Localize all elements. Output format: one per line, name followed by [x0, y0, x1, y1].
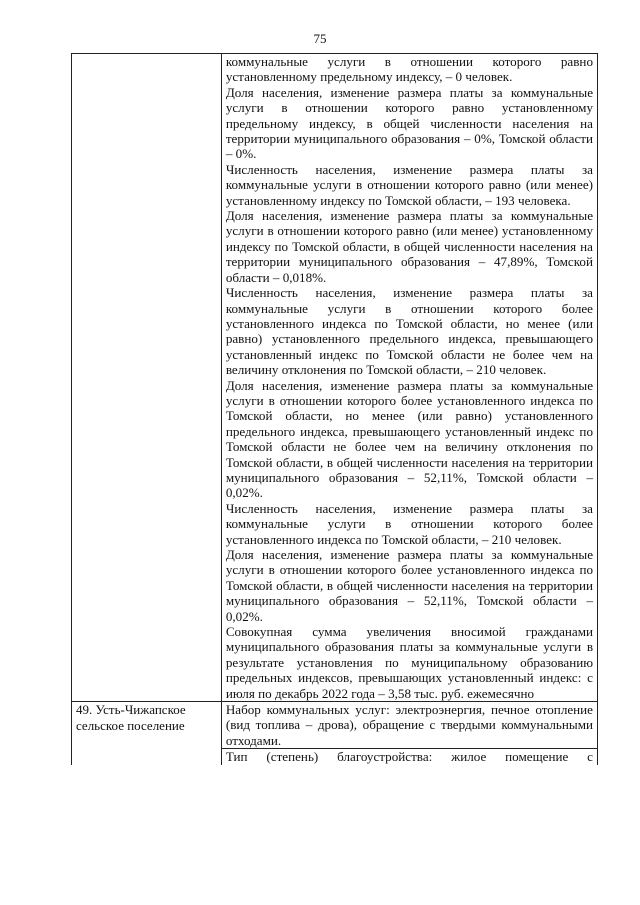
paragraph: Численность населения, изменение размера платы за коммунальные услуги в отношении которого равно (или менее) установленному индексу по Томской области, – 193 человека.	[225, 161, 593, 208]
paragraph: Набор коммунальных услуг: электроэнергия, печное отопление (вид топлива – дрова), обращение с твердыми коммунальными отходами.	[222, 702, 597, 749]
municipality-name-cell: 49. Усть-Чижапское сельское поселение	[72, 702, 222, 765]
paragraph: Доля населения, изменение размера платы за коммунальные услуги в отношении которого более установленного индекса по Томской области, но менее (или равно) установленного предельного индекса, превышающего установленный индекс по Томской области не более чем на величину отклонения по Томской области, в общей численности населения на территории муниципального образования – 52,11%, Томской области – 0,02%.	[225, 377, 593, 501]
table-row	[72, 702, 598, 765]
municipality-name-cell	[72, 54, 222, 702]
paragraph: Численность населения, изменение размера платы за коммунальные услуги в отношении которого более установленного индекса по Томской области, – 210 человек.	[225, 500, 593, 547]
paragraph: Доля населения, изменение размера платы за коммунальные услуги в отношении которого равно (или менее) установленному индексу по Томской области, в общей численности населения на территории муниципального образования – 47,89%, Томской области – 0,018%.	[225, 208, 593, 285]
indicators-cell	[221, 702, 597, 765]
municipality-table	[71, 53, 598, 765]
page-number: 75	[313, 31, 327, 46]
paragraph: Совокупная сумма увеличения вносимой гражданами муниципального образования платы за коммунальные услуги в результате установления по муниципальному образованию предельных индексов, превышающих установленный индекс: с июля по декабрь 2022 года – 3,58 тыс. руб. ежемесячно	[225, 624, 593, 701]
paragraph: коммунальные услуги в отношении которого равно установленному предельному индексу, – 0 человек.	[225, 54, 593, 85]
table-row	[72, 54, 598, 702]
indicators-cell	[221, 54, 597, 702]
paragraph: Тип (степень) благоустройства: жилое помещение с	[225, 749, 593, 765]
paragraph: Доля населения, изменение размера платы за коммунальные услуги в отношении которого более установленного индекса по Томской области, в общей численности населения на территории муниципального образования – 52,11%, Томской области – 0,02%.	[225, 547, 593, 624]
paragraph: Численность населения, изменение размера платы за коммунальные услуги в отношении которого более установленного индекса по Томской области, но менее (или равно) установленного предельного индекса, превышающего установленный индекс по Томской области не более чем на величину отклонения по Томской области, – 210 человек.	[225, 285, 593, 378]
paragraph: Доля населения, изменение размера платы за коммунальные услуги в отношении которого равно установленному предельному индексу, в общей численности населения на территории муниципального образования – 0%, Томской области – 0%.	[225, 84, 593, 162]
